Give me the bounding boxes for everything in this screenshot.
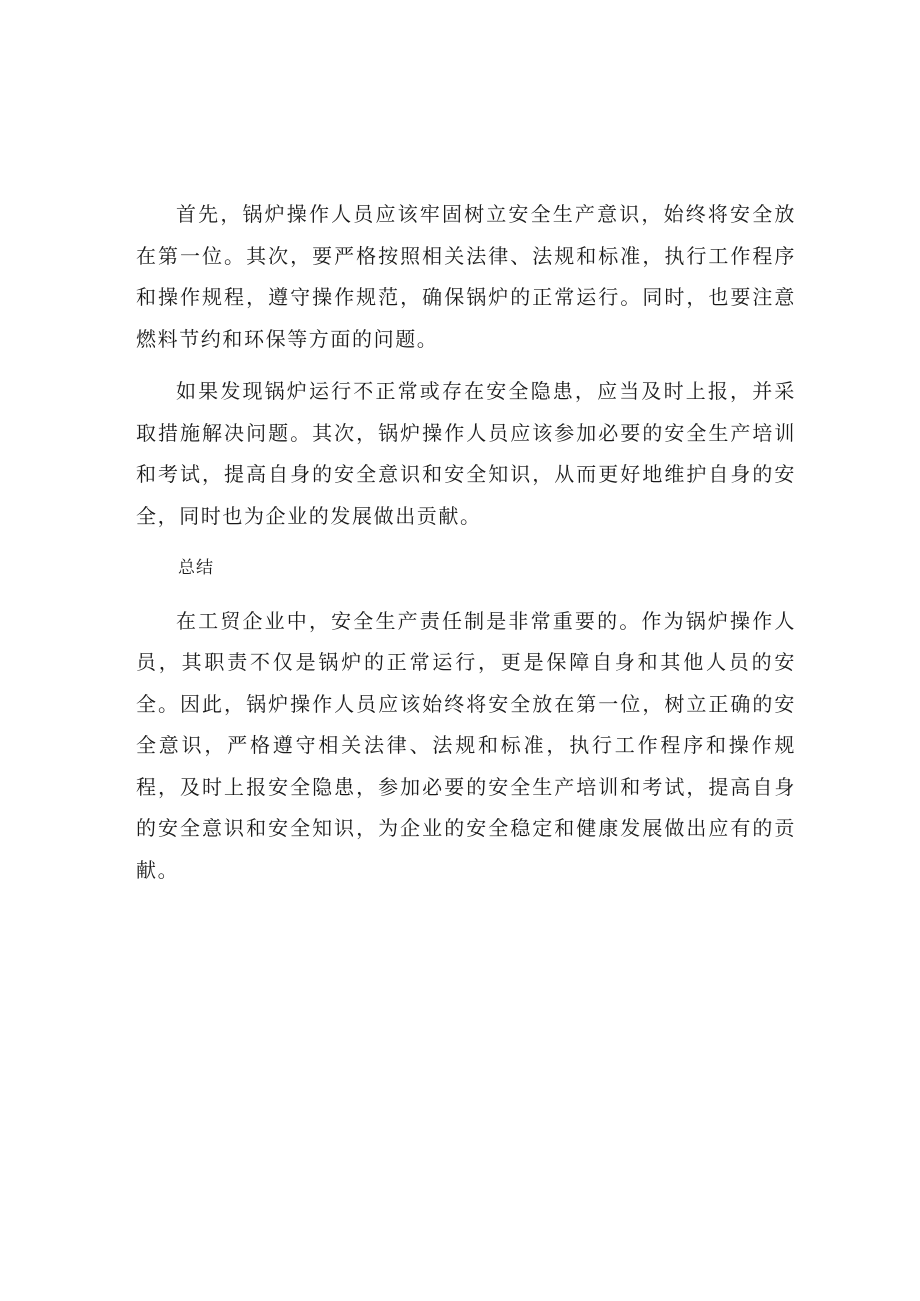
summary-paragraph: 在工贸企业中，安全生产责任制是非常重要的。作为锅炉操作人员，其职责不仅是锅炉的正常运行，更是保障自身和其他人员的安全。因此，锅炉操作人员应该始终将安全放在第一位，树立正确的安全意识，严格遵守相关法律、法规和标准，执行工作程序和操作规程，及时上报安全隐患，参加必要的安全生产培训和考试，提高自身的安全意识和安全知识，为企业的安全稳定和健康发展做出应有的贡献。 (136, 608, 796, 882)
section-heading-summary: 总结 (178, 558, 214, 578)
body-paragraph-1: 首先，锅炉操作人员应该牢固树立安全生产意识，始终将安全放在第一位。其次，要严格按照相关法律、法规和标准，执行工作程序和操作规程，遵守操作规范，确保锅炉的正常运行。同时，也要注意燃料节约和环保等方面的问题。 (136, 202, 796, 351)
body-paragraph-2: 如果发现锅炉运行不正常或存在安全隐患，应当及时上报，并采取措施解决问题。其次，锅炉操作人员应该参加必要的安全生产培训和考试，提高自身的安全意识和安全知识，从而更好地维护自身的安全，同时也为企业的发展做出贡献。 (136, 379, 796, 528)
document-body (136, 194, 796, 902)
